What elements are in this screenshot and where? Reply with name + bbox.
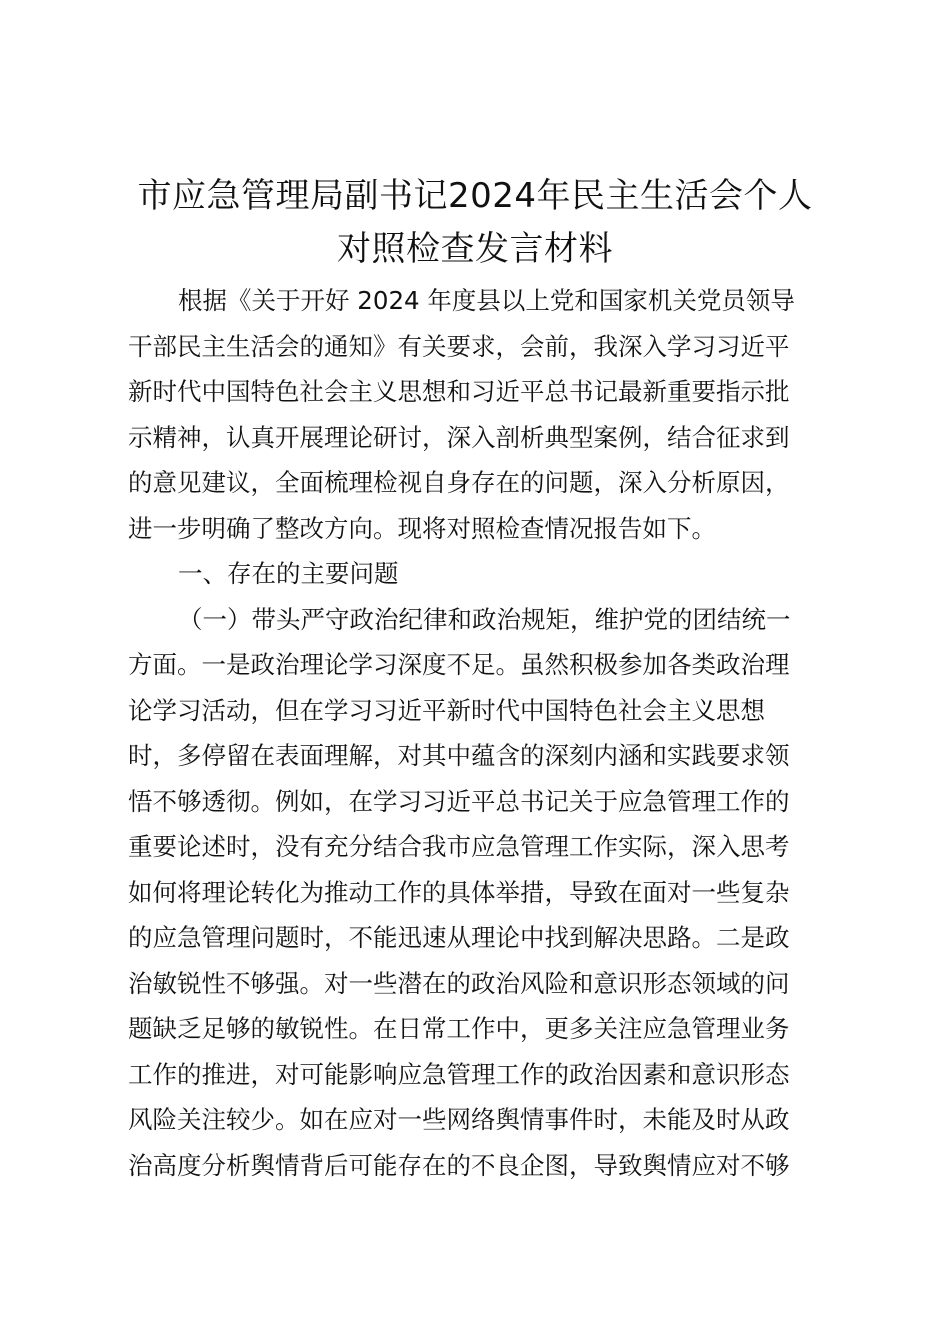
paragraph-line: 进一步明确了整改方向。现将对照检查情况报告如下。 (128, 513, 716, 543)
paragraph-line: 工作的推进，对可能影响应急管理工作的政治因素和意识形态 (128, 1059, 790, 1089)
title-line-1: 市应急管理局副书记2024年民主生活会个人 (137, 176, 813, 216)
title-line-2: 对照检查发言材料 (337, 229, 613, 269)
paragraph-line: 方面。一是政治理论学习深度不足。虽然积极参加各类政治理 (128, 650, 790, 679)
paragraph-line: 新时代中国特色社会主义思想和习近平总书记最新重要指示批 (128, 377, 790, 406)
paragraph-line: 的意见建议，全面梳理检视自身存在的问题，深入分析原因， (128, 468, 790, 497)
paragraph-line: 示精神，认真开展理论研讨，深入剖析典型案例，结合征求到 (128, 422, 790, 452)
paragraph-line: 治高度分析舆情背后可能存在的不良企图，导致舆情应对不够 (128, 1150, 790, 1180)
paragraph-line: 时，多停留在表面理解，对其中蕴含的深刻内涵和实践要求领 (128, 741, 790, 770)
paragraph-line: （一）带头严守政治纪律和政治规矩，维护党的团结统一 (178, 604, 791, 634)
paragraph-line: 根据《关于开好 2024 年度县以上党和国家机关党员领导 (178, 286, 795, 315)
paragraph-line: 论学习活动，但在学习习近平新时代中国特色社会主义思想 (128, 695, 765, 725)
paragraph-line: 重要论述时，没有充分结合我市应急管理工作实际，深入思考 (128, 832, 790, 861)
document-title (110, 170, 840, 276)
paragraph-line: 的应急管理问题时，不能迅速从理论中找到解决思路。二是政 (128, 923, 790, 952)
paragraph-line: 题缺乏足够的敏锐性。在日常工作中，更多关注应急管理业务 (128, 1014, 790, 1043)
paragraph-line: 如何将理论转化为推动工作的具体举措，导致在面对一些复杂 (128, 877, 790, 907)
document-body (128, 278, 828, 1188)
paragraph-line: 悟不够透彻。例如，在学习习近平总书记关于应急管理工作的 (128, 786, 790, 816)
paragraph-line: 干部民主生活会的通知》有关要求，会前，我深入学习习近平 (128, 331, 790, 361)
section-heading: 一、存在的主要问题 (178, 559, 399, 588)
paragraph-line: 风险关注较少。如在应对一些网络舆情事件时，未能及时从政 (128, 1105, 790, 1134)
paragraph-line: 治敏锐性不够强。对一些潜在的政治风险和意识形态领域的问 (128, 968, 790, 998)
